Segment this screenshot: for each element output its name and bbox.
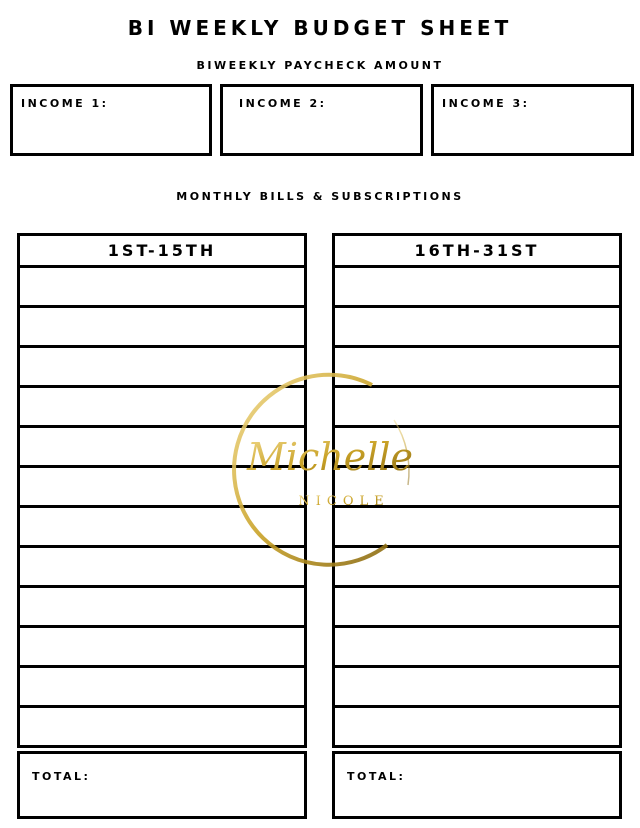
bill-row[interactable] <box>20 425 304 465</box>
bills-rows-second-half <box>332 265 622 748</box>
bill-row[interactable] <box>20 345 304 385</box>
bill-row[interactable] <box>335 345 619 385</box>
watermark-surname: NICOLE <box>298 494 390 509</box>
bill-row[interactable] <box>20 625 304 665</box>
bill-row[interactable] <box>20 665 304 705</box>
bill-row[interactable] <box>335 465 619 505</box>
bill-row[interactable] <box>20 268 304 305</box>
bill-row[interactable] <box>335 545 619 585</box>
bill-row[interactable] <box>20 385 304 425</box>
bill-row[interactable] <box>335 425 619 465</box>
income-2-box[interactable] <box>220 84 423 156</box>
income-2-label: INCOME 2: <box>239 97 327 110</box>
bill-row[interactable] <box>20 465 304 505</box>
bills-heading: MONTHLY BILLS & SUBSCRIPTIONS <box>176 190 464 203</box>
bill-row[interactable] <box>20 505 304 545</box>
bill-row[interactable] <box>20 705 304 745</box>
bill-row[interactable] <box>335 305 619 345</box>
income-1-box[interactable] <box>10 84 212 156</box>
bill-row[interactable] <box>335 625 619 665</box>
bill-row[interactable] <box>335 585 619 625</box>
bills-rows-first-half <box>17 265 307 748</box>
bill-row[interactable] <box>335 665 619 705</box>
bill-row[interactable] <box>335 705 619 745</box>
bills-header-second-half: 16TH-31ST <box>332 233 622 265</box>
bill-row[interactable] <box>335 385 619 425</box>
total-box-second-half[interactable] <box>332 751 622 819</box>
paycheck-heading: BIWEEKLY PAYCHECK AMOUNT <box>196 59 444 72</box>
total-box-first-half[interactable] <box>17 751 307 819</box>
total-label-second-half: TOTAL: <box>347 770 406 783</box>
bill-row[interactable] <box>20 585 304 625</box>
bill-row[interactable] <box>335 268 619 305</box>
watermark-name: Michelle <box>246 435 414 479</box>
total-label-first-half: TOTAL: <box>32 770 91 783</box>
bills-column-first-half <box>17 233 307 741</box>
income-1-label: INCOME 1: <box>21 97 109 110</box>
income-3-label: INCOME 3: <box>442 97 530 110</box>
bills-column-second-half <box>332 233 622 741</box>
page-title: BI WEEKLY BUDGET SHEET <box>127 16 513 40</box>
bills-header-first-half: 1ST-15TH <box>17 233 307 265</box>
bill-row[interactable] <box>335 505 619 545</box>
bill-row[interactable] <box>20 545 304 585</box>
income-3-box[interactable] <box>431 84 634 156</box>
bill-row[interactable] <box>20 305 304 345</box>
